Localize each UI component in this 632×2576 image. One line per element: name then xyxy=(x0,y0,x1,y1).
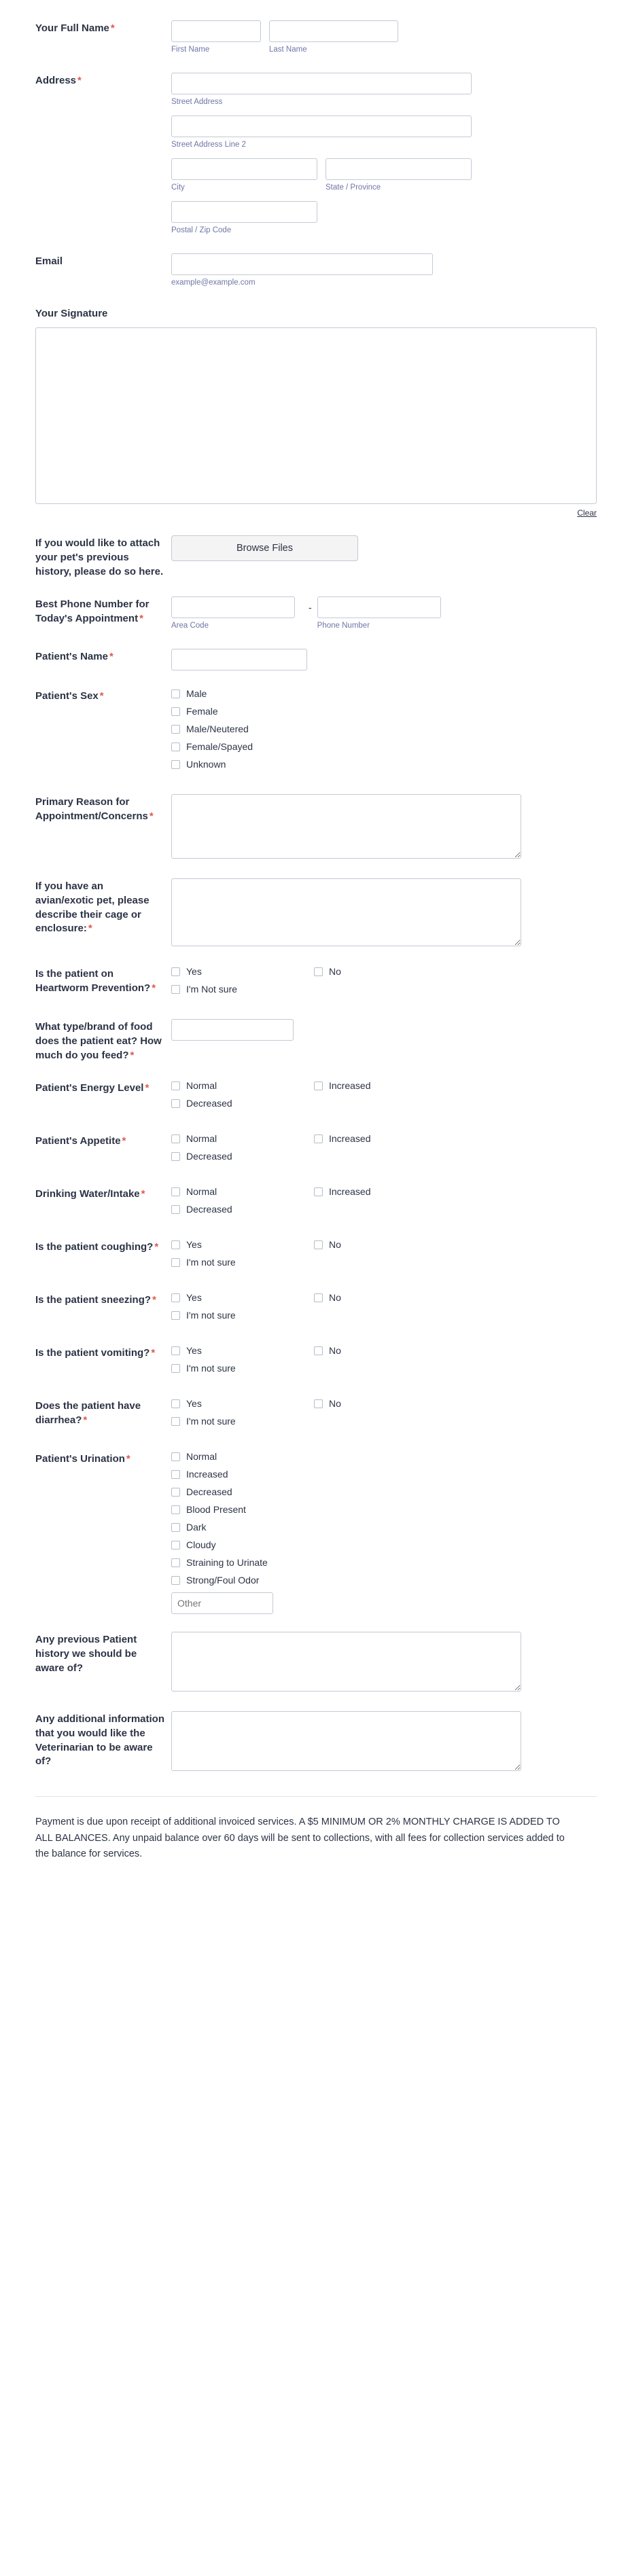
option-label: Blood Present xyxy=(186,1504,246,1516)
street-address-2-sublabel: Street Address Line 2 xyxy=(171,140,246,149)
street-address-2-cell xyxy=(171,115,597,150)
option-label: Decreased xyxy=(186,1486,232,1498)
urination-other-input[interactable] xyxy=(171,1592,273,1614)
required-marker: * xyxy=(83,1414,88,1427)
checkbox-option-vomiting-not-sure[interactable] xyxy=(171,1363,314,1374)
option-label: I'm not sure xyxy=(186,1363,236,1374)
label-additional-info-text: Any additional information that you would like the Veterinarian to be aware of? xyxy=(35,1713,164,1768)
label-address xyxy=(35,73,171,88)
checkbox-option-heartworm-no[interactable] xyxy=(314,966,457,977)
option-label: Decreased xyxy=(186,1204,232,1215)
required-marker: * xyxy=(109,651,113,663)
required-marker: * xyxy=(152,1294,156,1306)
field-avian-exotic xyxy=(35,878,597,948)
postal-zip-sublabel: Postal / Zip Code xyxy=(171,226,232,234)
label-sneezing-text: Is the patient sneezing? xyxy=(35,1294,152,1306)
checkbox-option-urination-normal[interactable] xyxy=(171,1451,392,1462)
label-patients-name-text: Patient's Name xyxy=(35,651,108,663)
field-patients-sex xyxy=(35,688,597,776)
label-signature xyxy=(35,306,597,321)
required-marker: * xyxy=(145,1082,150,1094)
checkbox-icon[interactable] xyxy=(171,1187,180,1196)
previous-history-textarea[interactable] xyxy=(171,1632,521,1692)
label-heartworm-text: Is the patient on Heartworm Prevention? xyxy=(35,968,151,994)
label-food-type xyxy=(35,1019,171,1062)
option-label: Yes xyxy=(186,1398,202,1410)
checkbox-option-vomiting-no[interactable] xyxy=(314,1345,457,1356)
option-label: Increased xyxy=(329,1133,371,1145)
phone-number-cell xyxy=(317,596,441,631)
field-food-type xyxy=(35,1019,597,1062)
option-label: Decreased xyxy=(186,1098,232,1109)
postal-zip-input[interactable] xyxy=(171,201,317,223)
checkbox-option-coughing-no[interactable] xyxy=(314,1239,457,1250)
checkbox-option-diarrhea-yes[interactable] xyxy=(171,1398,314,1409)
street-address-input[interactable] xyxy=(171,73,472,94)
option-label: Increased xyxy=(186,1469,228,1480)
checkbox-icon[interactable] xyxy=(314,1399,323,1408)
area-code-input[interactable] xyxy=(171,596,295,618)
label-diarrhea xyxy=(35,1398,171,1427)
label-coughing-text: Is the patient coughing? xyxy=(35,1241,154,1253)
checkbox-icon[interactable] xyxy=(171,1152,180,1161)
option-label: No xyxy=(329,966,341,978)
checkbox-icon[interactable] xyxy=(314,1081,323,1090)
checkbox-icon[interactable] xyxy=(171,1452,180,1461)
phone-separator: - xyxy=(309,602,312,613)
required-marker: * xyxy=(151,1347,156,1359)
checkbox-option-sneezing-no[interactable] xyxy=(314,1292,457,1303)
checkbox-icon[interactable] xyxy=(171,690,180,698)
checkbox-icon[interactable] xyxy=(171,1293,180,1302)
field-primary-reason xyxy=(35,794,597,861)
checkbox-icon[interactable] xyxy=(171,1505,180,1514)
checkbox-icon[interactable] xyxy=(171,1134,180,1143)
checkbox-option-male[interactable] xyxy=(171,688,392,699)
field-address xyxy=(35,73,597,236)
label-email-text: Email xyxy=(35,255,63,267)
checkbox-icon[interactable] xyxy=(171,1470,180,1479)
checkbox-icon[interactable] xyxy=(314,967,323,976)
required-marker: * xyxy=(141,1188,145,1200)
option-label: Male xyxy=(186,688,207,700)
option-label: Female/Spayed xyxy=(186,741,253,753)
field-patients-name xyxy=(35,649,597,670)
checkbox-icon[interactable] xyxy=(171,1346,180,1355)
checkbox-icon[interactable] xyxy=(171,1417,180,1426)
checkbox-option-urination-increased[interactable] xyxy=(171,1469,392,1480)
option-label: Unknown xyxy=(186,759,226,770)
checkbox-option-appetite-decreased[interactable] xyxy=(171,1151,314,1162)
label-primary-reason xyxy=(35,794,171,823)
option-label: Yes xyxy=(186,1345,202,1357)
option-label: I'm not sure xyxy=(186,1257,236,1268)
option-label: No xyxy=(329,1398,341,1410)
option-label: Straining to Urinate xyxy=(186,1557,268,1569)
checkbox-icon[interactable] xyxy=(314,1134,323,1143)
option-label: Strong/Foul Odor xyxy=(186,1575,260,1586)
required-marker: * xyxy=(88,923,92,935)
checkbox-icon[interactable] xyxy=(171,743,180,751)
street-address-sublabel: Street Address xyxy=(171,97,223,106)
required-marker: * xyxy=(122,1135,126,1147)
option-label: I'm not sure xyxy=(186,1310,236,1321)
label-urination xyxy=(35,1451,171,1467)
checkbox-icon[interactable] xyxy=(314,1293,323,1302)
checkbox-icon[interactable] xyxy=(171,1258,180,1267)
signature-clear-link[interactable]: Clear xyxy=(577,508,597,518)
label-best-phone-text: Best Phone Number for Today's Appointment xyxy=(35,598,150,625)
street-address-2-input[interactable] xyxy=(171,115,472,137)
field-attach-history xyxy=(35,535,597,579)
checkbox-option-sneezing-not-sure[interactable] xyxy=(171,1310,314,1321)
checkbox-icon[interactable] xyxy=(171,760,180,769)
email-input[interactable] xyxy=(171,253,433,275)
checkbox-icon[interactable] xyxy=(171,1523,180,1532)
state-province-input[interactable] xyxy=(326,158,472,180)
label-energy-level xyxy=(35,1080,171,1096)
label-appetite xyxy=(35,1133,171,1149)
checkbox-option-urination-decreased[interactable] xyxy=(171,1486,392,1497)
label-appetite-text: Patient's Appetite xyxy=(35,1135,121,1147)
label-previous-history xyxy=(35,1632,171,1675)
checkbox-option-appetite-normal[interactable] xyxy=(171,1133,314,1144)
label-best-phone xyxy=(35,596,171,626)
label-drinking-water-text: Drinking Water/Intake xyxy=(35,1188,140,1200)
field-diarrhea xyxy=(35,1398,597,1433)
checkbox-icon[interactable] xyxy=(171,1081,180,1090)
required-marker: * xyxy=(110,22,115,34)
label-sneezing xyxy=(35,1292,171,1308)
label-signature-text: Your Signature xyxy=(35,307,108,319)
label-full-name xyxy=(35,20,171,36)
required-marker: * xyxy=(126,1453,130,1465)
checkbox-icon[interactable] xyxy=(171,967,180,976)
checkbox-option-urination-blood-present[interactable] xyxy=(171,1504,392,1515)
patients-name-input[interactable] xyxy=(171,649,307,670)
street-address-cell xyxy=(171,73,597,107)
field-appetite xyxy=(35,1133,597,1168)
checkbox-icon[interactable] xyxy=(314,1187,323,1196)
required-marker: * xyxy=(152,982,156,994)
checkbox-option-female-spayed[interactable] xyxy=(171,741,392,752)
checkbox-icon[interactable] xyxy=(171,1541,180,1550)
checkbox-option-drinking-decreased[interactable] xyxy=(171,1204,314,1215)
checkbox-icon[interactable] xyxy=(171,707,180,716)
checkbox-icon[interactable] xyxy=(171,725,180,734)
field-additional-info xyxy=(35,1711,597,1773)
first-name-input[interactable] xyxy=(171,20,261,42)
option-label: Increased xyxy=(329,1080,371,1092)
field-email xyxy=(35,253,597,288)
option-label: I'm not sure xyxy=(186,1416,236,1427)
option-label: I'm Not sure xyxy=(186,984,238,995)
checkbox-option-urination-straining[interactable] xyxy=(171,1557,392,1568)
label-patients-sex-text: Patient's Sex xyxy=(35,690,99,702)
field-best-phone xyxy=(35,596,597,631)
payment-notice-text: Payment is due upon receipt of additional invoiced services. A $5 MINIMUM OR 2% MONTHLY CHARGE IS ADDED TO ALL BALANCES. Any unpaid balance over 60 days will be sent to collections, with all fees for collection services added to the balance for services. xyxy=(35,1817,565,1860)
field-vomiting xyxy=(35,1345,597,1380)
checkbox-option-appetite-increased[interactable] xyxy=(314,1133,457,1144)
zip-cell xyxy=(171,201,597,236)
label-patients-name xyxy=(35,649,171,664)
first-name-sublabel: First Name xyxy=(171,46,210,54)
checkbox-option-diarrhea-not-sure[interactable] xyxy=(171,1416,314,1427)
state-cell xyxy=(326,158,472,193)
additional-info-textarea[interactable] xyxy=(171,1711,521,1771)
label-vomiting-text: Is the patient vomiting? xyxy=(35,1347,150,1359)
field-drinking-water xyxy=(35,1186,597,1221)
field-heartworm xyxy=(35,966,597,1001)
option-label: Dark xyxy=(186,1522,207,1533)
checkbox-option-heartworm-yes[interactable] xyxy=(171,966,314,977)
checkbox-icon[interactable] xyxy=(171,1364,180,1373)
checkbox-icon[interactable] xyxy=(171,1558,180,1567)
checkbox-option-sneezing-yes[interactable] xyxy=(171,1292,314,1303)
field-signature xyxy=(35,306,597,518)
checkbox-option-energy-normal[interactable] xyxy=(171,1080,314,1091)
required-marker: * xyxy=(99,690,104,702)
label-address-text: Address xyxy=(35,74,77,86)
label-additional-info xyxy=(35,1711,171,1769)
option-label: Yes xyxy=(186,1292,202,1304)
option-label: Normal xyxy=(186,1451,217,1463)
checkbox-option-drinking-normal[interactable] xyxy=(171,1186,314,1197)
checkbox-option-urination-other[interactable] xyxy=(171,1592,392,1614)
checkbox-icon[interactable] xyxy=(171,1205,180,1214)
phone-number-input[interactable] xyxy=(317,596,441,618)
area-code-cell xyxy=(171,596,295,631)
option-label: No xyxy=(329,1345,341,1357)
avian-exotic-textarea[interactable] xyxy=(171,878,521,946)
option-label: Decreased xyxy=(186,1151,232,1162)
label-diarrhea-text: Does the patient have diarrhea? xyxy=(35,1400,141,1427)
checkbox-option-urination-cloudy[interactable] xyxy=(171,1539,392,1550)
city-sublabel: City xyxy=(171,183,185,192)
checkbox-option-coughing-yes[interactable] xyxy=(171,1239,314,1250)
option-label: Normal xyxy=(186,1080,217,1092)
section-divider xyxy=(35,1796,597,1797)
option-label: Male/Neutered xyxy=(186,723,249,735)
checkbox-option-urination-dark[interactable] xyxy=(171,1522,392,1533)
label-previous-history-text: Any previous Patient history we should be aware of? xyxy=(35,1634,137,1674)
required-marker: * xyxy=(149,810,154,822)
option-label: Increased xyxy=(329,1186,371,1198)
label-avian-exotic-text: If you have an avian/exotic pet, please describe their cage or enclosure: xyxy=(35,880,150,935)
city-input[interactable] xyxy=(171,158,317,180)
required-marker: * xyxy=(77,74,82,86)
label-full-name-text: Your Full Name xyxy=(35,22,109,34)
phone-number-sublabel: Phone Number xyxy=(317,622,370,630)
checkbox-option-diarrhea-no[interactable] xyxy=(314,1398,457,1409)
checkbox-option-unknown[interactable] xyxy=(171,759,392,770)
area-code-sublabel: Area Code xyxy=(171,622,209,630)
city-cell xyxy=(171,158,317,193)
required-marker: * xyxy=(154,1241,159,1253)
checkbox-icon[interactable] xyxy=(171,1576,180,1585)
checkbox-icon[interactable] xyxy=(171,1399,180,1408)
option-label: Cloudy xyxy=(186,1539,216,1551)
label-patients-sex xyxy=(35,688,171,704)
label-attach-history-text: If you would like to attach your pet's previous history, please do so here. xyxy=(35,537,164,577)
option-label: No xyxy=(329,1239,341,1251)
label-energy-level-text: Patient's Energy Level xyxy=(35,1082,144,1094)
field-sneezing xyxy=(35,1292,597,1327)
checkbox-icon[interactable] xyxy=(314,1240,323,1249)
label-food-type-text: What type/brand of food does the patient eat? How much do you feed? xyxy=(35,1021,162,1061)
last-name-sublabel: Last Name xyxy=(269,46,307,54)
state-province-sublabel: State / Province xyxy=(326,183,381,192)
checkbox-option-energy-decreased[interactable] xyxy=(171,1098,314,1109)
checkbox-option-female[interactable] xyxy=(171,706,392,717)
required-marker: * xyxy=(139,613,143,625)
checkbox-option-male-neutered[interactable] xyxy=(171,723,392,734)
checkbox-icon[interactable] xyxy=(314,1346,323,1355)
primary-reason-textarea[interactable] xyxy=(171,794,521,859)
label-heartworm xyxy=(35,966,171,995)
label-primary-reason-text: Primary Reason for Appointment/Concerns xyxy=(35,796,148,822)
field-energy-level xyxy=(35,1080,597,1115)
browse-files-button[interactable]: Browse Files xyxy=(171,535,358,561)
checkbox-icon[interactable] xyxy=(171,1099,180,1108)
label-avian-exotic xyxy=(35,878,171,936)
checkbox-option-energy-increased[interactable] xyxy=(314,1080,457,1091)
label-drinking-water xyxy=(35,1186,171,1202)
field-coughing xyxy=(35,1239,597,1274)
field-full-name xyxy=(35,20,597,55)
option-label: Female xyxy=(186,706,218,717)
required-marker: * xyxy=(130,1049,135,1061)
option-label: Normal xyxy=(186,1186,217,1198)
email-sublabel: example@example.com xyxy=(171,278,256,287)
field-previous-history xyxy=(35,1632,597,1694)
option-label: Normal xyxy=(186,1133,217,1145)
label-email xyxy=(35,253,171,269)
first-name-cell xyxy=(171,20,261,55)
checkbox-option-vomiting-yes[interactable] xyxy=(171,1345,314,1356)
checkbox-icon[interactable] xyxy=(171,1240,180,1249)
checkbox-icon[interactable] xyxy=(171,1488,180,1497)
signature-canvas[interactable] xyxy=(35,327,597,504)
last-name-cell xyxy=(269,20,398,55)
checkbox-option-drinking-increased[interactable] xyxy=(314,1186,457,1197)
last-name-input[interactable] xyxy=(269,20,398,42)
label-vomiting xyxy=(35,1345,171,1361)
label-attach-history xyxy=(35,535,171,579)
option-label: Yes xyxy=(186,1239,202,1251)
field-urination xyxy=(35,1451,597,1614)
checkbox-option-heartworm-not-sure[interactable] xyxy=(171,984,314,995)
option-label: No xyxy=(329,1292,341,1304)
label-urination-text: Patient's Urination xyxy=(35,1453,125,1465)
label-coughing xyxy=(35,1239,171,1255)
option-label: Yes xyxy=(186,966,202,978)
checkbox-option-coughing-not-sure[interactable] xyxy=(171,1257,314,1268)
food-type-input[interactable] xyxy=(171,1019,294,1041)
checkbox-option-urination-strong-odor[interactable] xyxy=(171,1575,392,1586)
checkbox-icon[interactable] xyxy=(171,985,180,994)
checkbox-icon[interactable] xyxy=(171,1311,180,1320)
